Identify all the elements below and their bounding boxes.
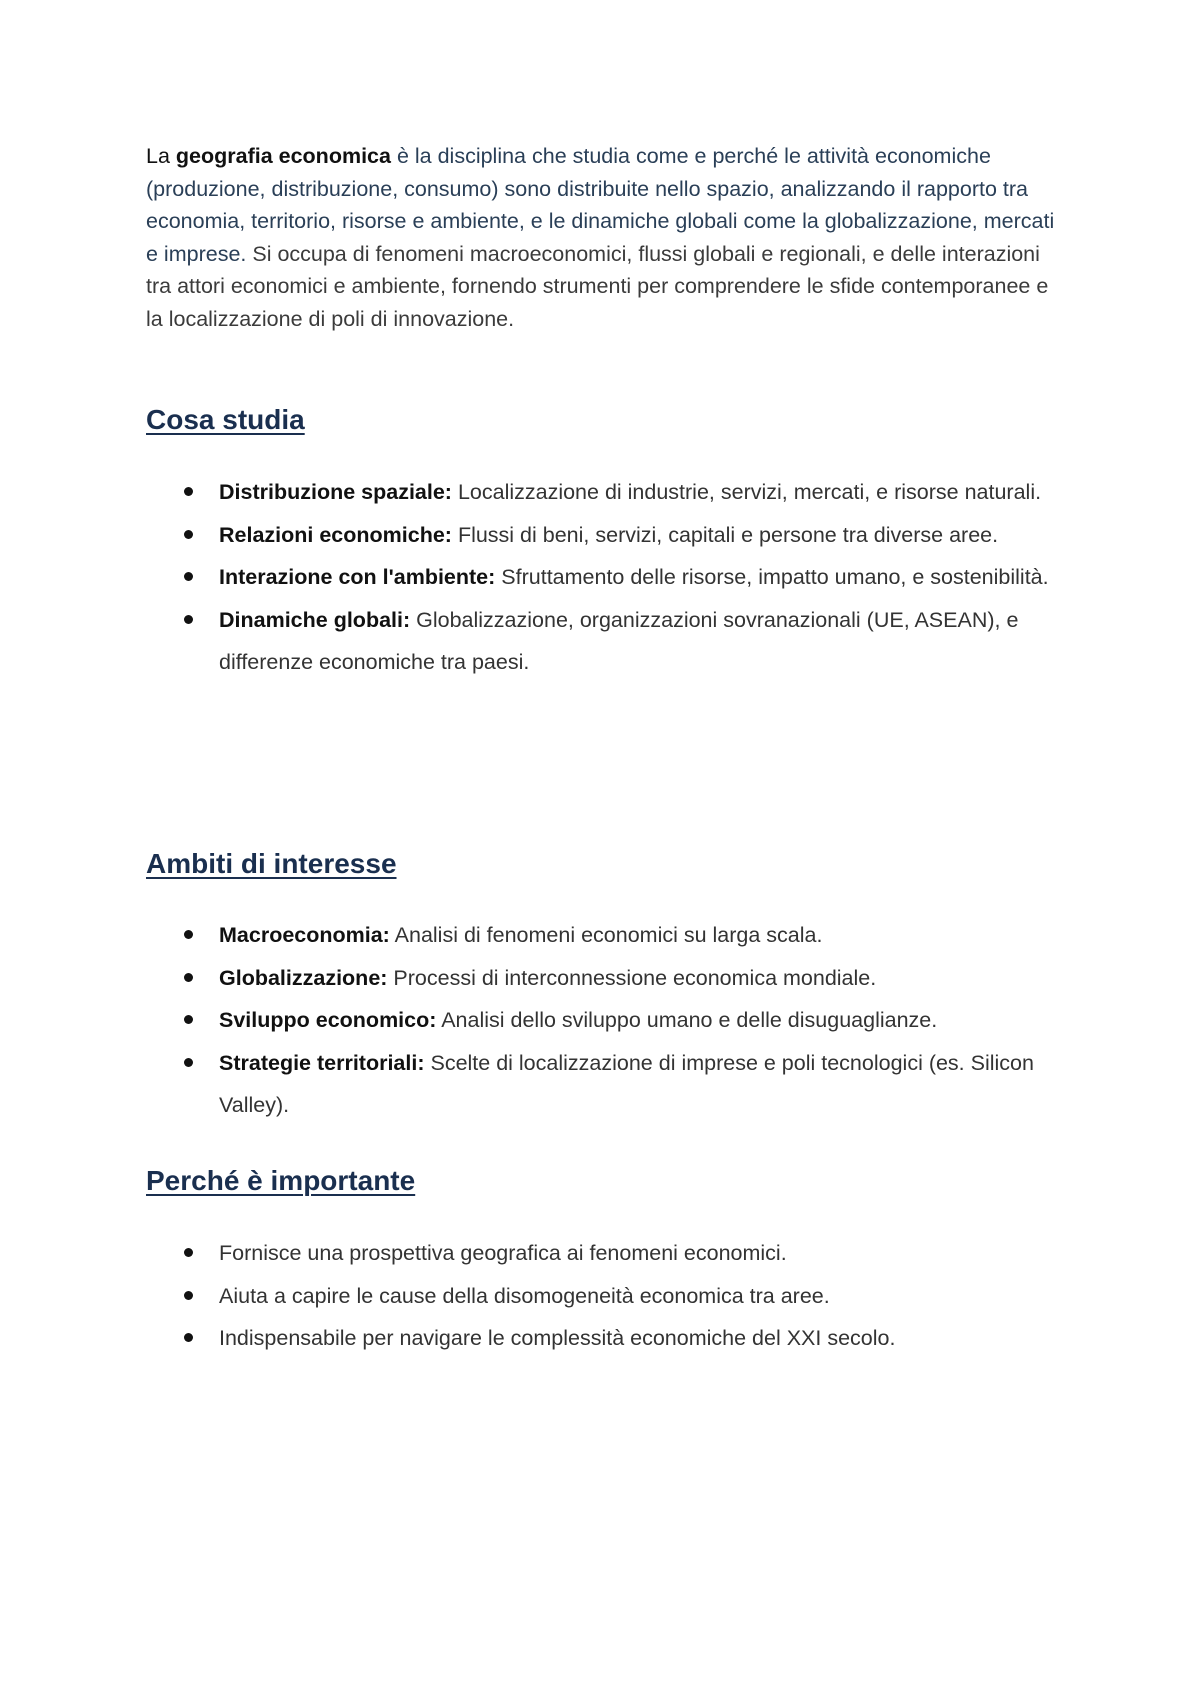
list-item-text: Sfruttamento delle risorse, impatto umano, e sostenibilità. (495, 565, 1049, 589)
list-ambiti-di-interesse (146, 914, 1066, 1127)
bullet-icon (184, 487, 193, 496)
list-item-text: Flussi di beni, servizi, capitali e persone tra diverse aree. (451, 522, 999, 547)
intro-lead: La (146, 144, 176, 168)
list-item-term: Macroeconomia: (219, 923, 390, 947)
list-item-term: Relazioni economiche: (219, 522, 452, 547)
list-item-text: Scelte di localizzazione di imprese e poli tecnologici (es. Silicon Valley). (219, 1050, 1034, 1117)
list-item (146, 514, 1066, 557)
list-item-text: Globalizzazione, organizzazioni sovranazionali (UE, ASEAN), e differenze economiche tra paesi. (219, 607, 1019, 674)
bullet-icon (184, 530, 193, 539)
bullet-icon (184, 1291, 193, 1300)
list-item (146, 599, 1066, 684)
intro-paragraph (146, 140, 1066, 335)
list-item-text: Indispensabile per navigare le complessità economiche del XXI secolo. (219, 1326, 896, 1350)
intro-lead-bold: geografia economica (175, 144, 391, 168)
bullet-icon (184, 930, 193, 939)
bullet-icon (184, 572, 193, 581)
list-item-text: Aiuta a capire le cause della disomogeneità economica tra aree. (219, 1283, 830, 1308)
list-item-text: Processi di interconnessione economica mondiale. (387, 965, 877, 990)
list-item-term: Interazione con l'ambiente: (219, 565, 496, 589)
list-item (146, 1232, 1066, 1275)
list-item-term: Distribuzione spaziale: (219, 480, 452, 504)
document-page (146, 140, 1066, 1350)
heading-ambiti-di-interesse: Ambiti di interesse (146, 848, 397, 879)
list-item (146, 1042, 1066, 1127)
bullet-icon (184, 615, 193, 624)
list-item (146, 471, 1066, 514)
bullet-icon (184, 1015, 193, 1024)
list-item-term: Globalizzazione: (219, 965, 388, 990)
list-item-text: Analisi dello sviluppo umano e delle disuguaglianze. (436, 1008, 938, 1032)
list-cosa-studia (146, 471, 1066, 684)
list-item-text: Localizzazione di industrie, servizi, mercati, e risorse naturali. (451, 480, 1042, 504)
list-item-term: Dinamiche globali: (219, 607, 411, 632)
list-item-term: Strategie territoriali: (219, 1050, 425, 1075)
bullet-icon (184, 1248, 193, 1257)
bullet-icon (184, 973, 193, 982)
heading-cosa-studia: Cosa studia (146, 404, 305, 435)
list-item (146, 1275, 1066, 1318)
bullet-icon (184, 1333, 193, 1342)
list-perche-e-importante (146, 1232, 1066, 1360)
list-item-term: Sviluppo economico: (219, 1008, 437, 1032)
intro-part2: Si occupa di fenomeni macroeconomici, flussi globali e regionali, e delle interazioni tra attori economici e ambiente, fornendo strumenti per comprendere le sfide contemporanee e la localizzazione di poli di innovazione. (146, 241, 1049, 331)
heading-perche-e-importante: Perché è importante (146, 1165, 416, 1196)
list-item-text: Analisi di fenomeni economici su larga scala. (389, 923, 823, 947)
list-item (146, 999, 1066, 1042)
list-item (146, 1317, 1066, 1360)
list-item (146, 556, 1066, 599)
list-item-text: Fornisce una prospettiva geografica ai fenomeni economici. (219, 1241, 787, 1265)
bullet-icon (184, 1058, 193, 1067)
list-item (146, 957, 1066, 1000)
intro-part1: è la disciplina che studia come e perché le attività economiche (produzione, distribuzione, consumo) sono distribuite nello spazio, analizzando il rapporto tra economia, territorio, risorse e ambiente, e le dinamiche globali come la globalizzazione, mercati e imprese. (146, 144, 1055, 266)
list-item (146, 914, 1066, 957)
